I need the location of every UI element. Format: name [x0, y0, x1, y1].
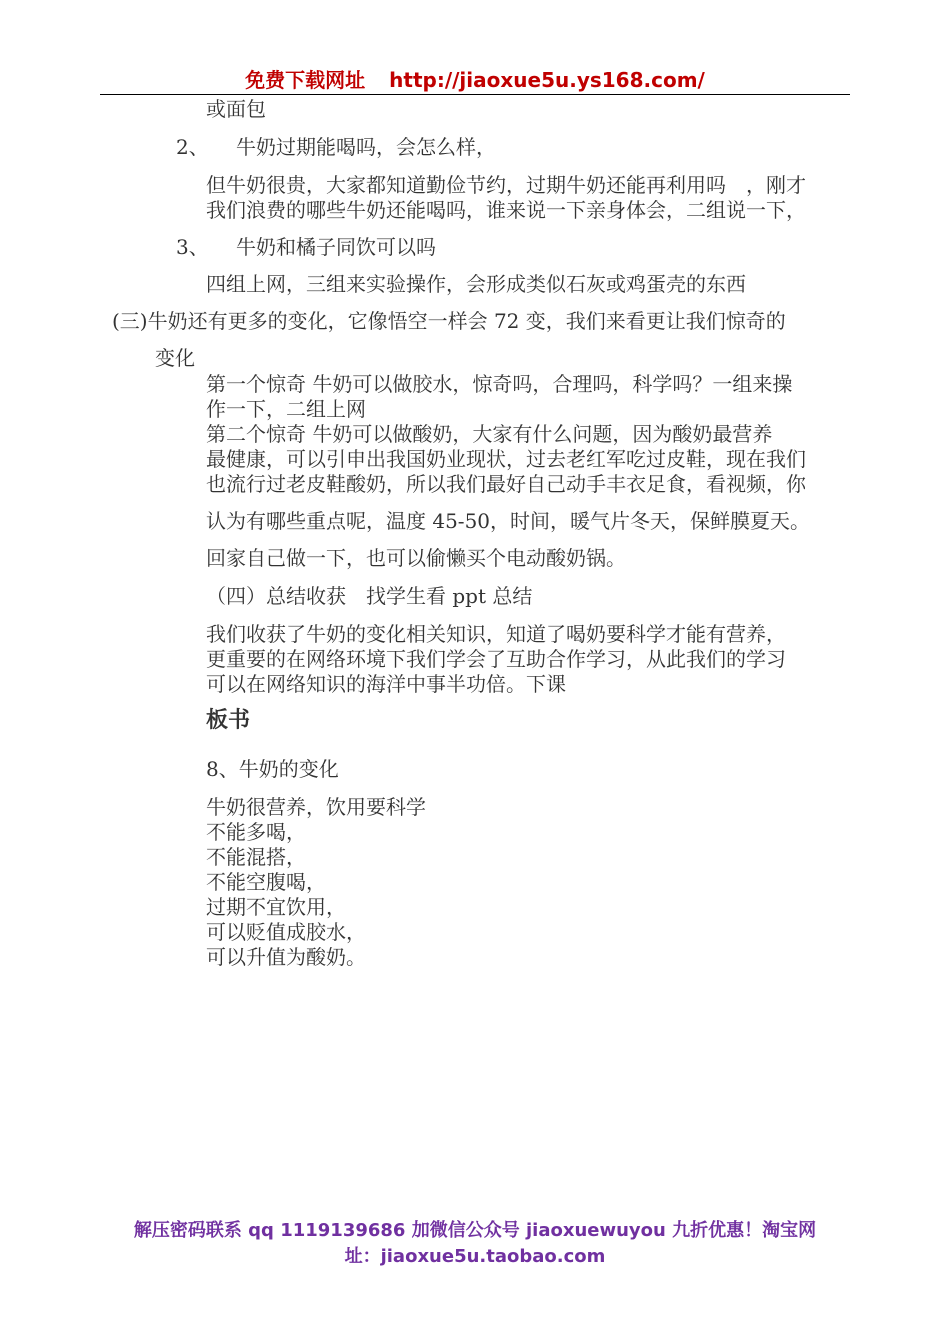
text-line: 或面包	[206, 97, 266, 121]
board-item: 不能空腹喝，	[206, 870, 326, 894]
footer-line: 址：jiaoxue5u.taobao.com	[344, 1246, 606, 1267]
page-footer	[60, 1218, 890, 1270]
page-header	[100, 66, 850, 95]
board-item: 可以贬值成胶水，	[206, 920, 366, 944]
board-item: 过期不宜饮用，	[206, 895, 346, 919]
list-number: 3、	[176, 235, 209, 259]
list-number: 2、	[176, 135, 209, 159]
text-line: 更重要的在网络环境下我们学会了互助合作学习，从此我们的学习	[206, 647, 786, 671]
board-item: 不能多喝，	[206, 820, 306, 844]
board-item: 可以升值为酸奶。	[206, 945, 366, 969]
board-item: 牛奶很营养，饮用要科学	[206, 795, 426, 819]
text-line: 回家自己做一下，也可以偷懒买个电动酸奶锅。	[206, 546, 626, 570]
footer-line: 解压密码联系 qq 1119139686 加微信公众号 jiaoxuewuyou 九折优惠！淘宝网	[133, 1220, 817, 1241]
section-heading: （四）总结收获 找学生看 ppt 总结	[206, 584, 533, 608]
text-line: 我们收获了牛奶的变化相关知识，知道了喝奶要科学才能有营养，	[206, 622, 786, 646]
header-url-link[interactable]: http://jiaoxue5u.ys168.com/	[389, 68, 705, 92]
text-line: 但牛奶很贵，大家都知道勤俭节约，过期牛奶还能再利用吗 ，刚才	[206, 173, 806, 197]
text-line: 作一下，二组上网	[206, 397, 366, 421]
board-lesson-title: 8、牛奶的变化	[206, 757, 339, 781]
text-line: 牛奶过期能喝吗，会怎么样，	[236, 135, 496, 159]
header-label: 免费下载网址	[245, 68, 366, 92]
board-title: 板书	[206, 708, 251, 733]
text-line: 牛奶和橘子同饮可以吗	[236, 235, 436, 259]
text-line: 最健康，可以引申出我国奶业现状，过去老红军吃过皮鞋，现在我们	[206, 447, 806, 471]
text-line: 第一个惊奇 牛奶可以做胶水，惊奇吗，合理吗，科学吗？一组来操	[206, 372, 793, 396]
text-line: 可以在网络知识的海洋中事半功倍。下课	[206, 672, 566, 696]
text-line: 变化	[155, 346, 195, 370]
text-line: 第二个惊奇 牛奶可以做酸奶，大家有什么问题，因为酸奶最营养	[206, 422, 773, 446]
text-line: 认为有哪些重点呢，温度 45-50，时间，暖气片冬天，保鲜膜夏天。	[206, 509, 811, 533]
text-line: 我们浪费的哪些牛奶还能喝吗，谁来说一下亲身体会，二组说一下，	[206, 198, 806, 222]
text-line: 也流行过老皮鞋酸奶，所以我们最好自己动手丰衣足食，看视频，你	[206, 472, 806, 496]
board-item: 不能混搭，	[206, 845, 306, 869]
text-line: 四组上网，三组来实验操作，会形成类似石灰或鸡蛋壳的东西	[206, 272, 746, 296]
section-heading: (三)牛奶还有更多的变化，它像悟空一样会 72 变，我们来看更让我们惊奇的	[112, 309, 786, 333]
